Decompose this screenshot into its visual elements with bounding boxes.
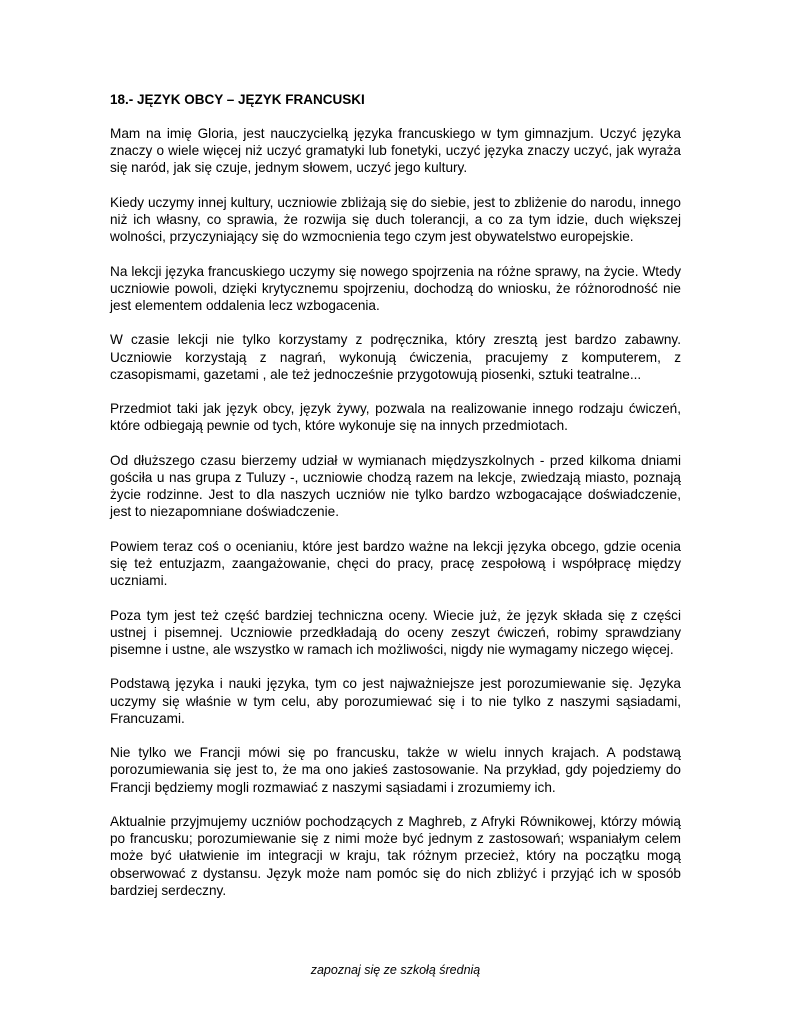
paragraph-6: Od dłuższego czasu bierzemy udział w wymianach międzyszkolnych - przed kilkoma dniami gościła u nas grupa z Tuluzy -, uczniowie chodzą razem na lekcje, zwiedzają miasto, poznają życie rodzinne. Jest to dla naszych uczniów nie tylko bardzo wzbogacające doświadczenie, jest to niezapomniane doświadczenie. (110, 452, 681, 520)
paragraph-1: Mam na imię Gloria, jest nauczycielką języka francuskiego w tym gimnazjum. Uczyć języka znaczy o wiele więcej niż uczyć gramatyki lub fonetyki, uczyć języka znaczy uczyć, jak wyraża się naród, jak się czuje, jednym słowem, uczyć jego kultury. (110, 126, 681, 176)
paragraph-3: Na lekcji języka francuskiego uczymy się nowego spojrzenia na różne sprawy, na życie. Wtedy uczniowie powoli, dzięki krytycznemu spojrzeniu, dochodzą do wniosku, że różnorodność nie jest elementem oddalenia lecz wzbogacenia. (110, 263, 681, 313)
paragraph-4: W czasie lekcji nie tylko korzystamy z podręcznika, który zresztą jest bardzo zabawny. Uczniowie korzystają z nagrań, wykonują ćwiczenia, pracujemy z komputerem, z czasopismami, gazetami , ale też jednocześnie przygotowują piosenki, sztuki teatralne... (110, 332, 681, 382)
paragraph-10: Nie tylko we Francji mówi się po francusku, także w wielu innych krajach. A podstawą porozumiewania się jest to, że ma ono jakieś zastosowanie. Na przykład, gdy pojedziemy do Francji będziemy mogli rozmawiać z naszymi sąsiadami i zrozumiemy ich. (110, 745, 681, 795)
paragraph-8: Poza tym jest też część bardziej techniczna oceny. Wiecie już, że język składa się z części ustnej i pisemnej. Uczniowie przedkładają do oceny zeszyt ćwiczeń, robimy sprawdziany pisemne i ustne, ale wszystko w ramach ich możliwości, nigdy nie wymagamy niczego więcej. (110, 607, 681, 657)
document-body (110, 91, 681, 916)
page-footer: zapoznaj się ze szkołą średnią (310, 963, 481, 977)
paragraph-9: Podstawą języka i nauki języka, tym co jest najważniejsze jest porozumiewanie się. Języka uczymy się właśnie w tym celu, aby porozumiewać się i to nie tylko z naszymi sąsiadami, Francuzami. (110, 676, 681, 726)
paragraph-11: Aktualnie przyjmujemy uczniów pochodzących z Maghreb, z Afryki Równikowej, którzy mówią po francusku; porozumiewanie się z nimi może być jednym z zastosowań; wspaniałym celem może być ułatwienie im integracji w kraju, tak różnym przecież, który na początku mogą obserwować z dystansu. Język może nam pomóc się do nich zbliżyć i przyjąć ich w sposób bardziej serdeczny. (110, 813, 681, 898)
paragraph-5: Przedmiot taki jak język obcy, język żywy, pozwala na realizowanie innego rodzaju ćwiczeń, które odbiegają pewnie od tych, które wykonuje się na innych przedmiotach. (110, 401, 681, 434)
document-title: 18.- JĘZYK OBCY – JĘZYK FRANCUSKI (110, 92, 365, 107)
paragraph-7: Powiem teraz coś o ocenianiu, które jest bardzo ważne na lekcji języka obcego, gdzie ocenia się też entuzjazm, zaangażowanie, chęci do pracy, pracę zespołową i współpracę między uczniami. (110, 538, 681, 589)
paragraph-2: Kiedy uczymy innej kultury, uczniowie zbliżają się do siebie, jest to zbliżenie do narodu, innego niż ich własny, co sprawia, że rozwija się duch tolerancji, a co za tym idzie, duch większej wolności, przyczyniający się do wzmocnienia tego czym jest obywatelstwo europejskie. (110, 194, 681, 245)
